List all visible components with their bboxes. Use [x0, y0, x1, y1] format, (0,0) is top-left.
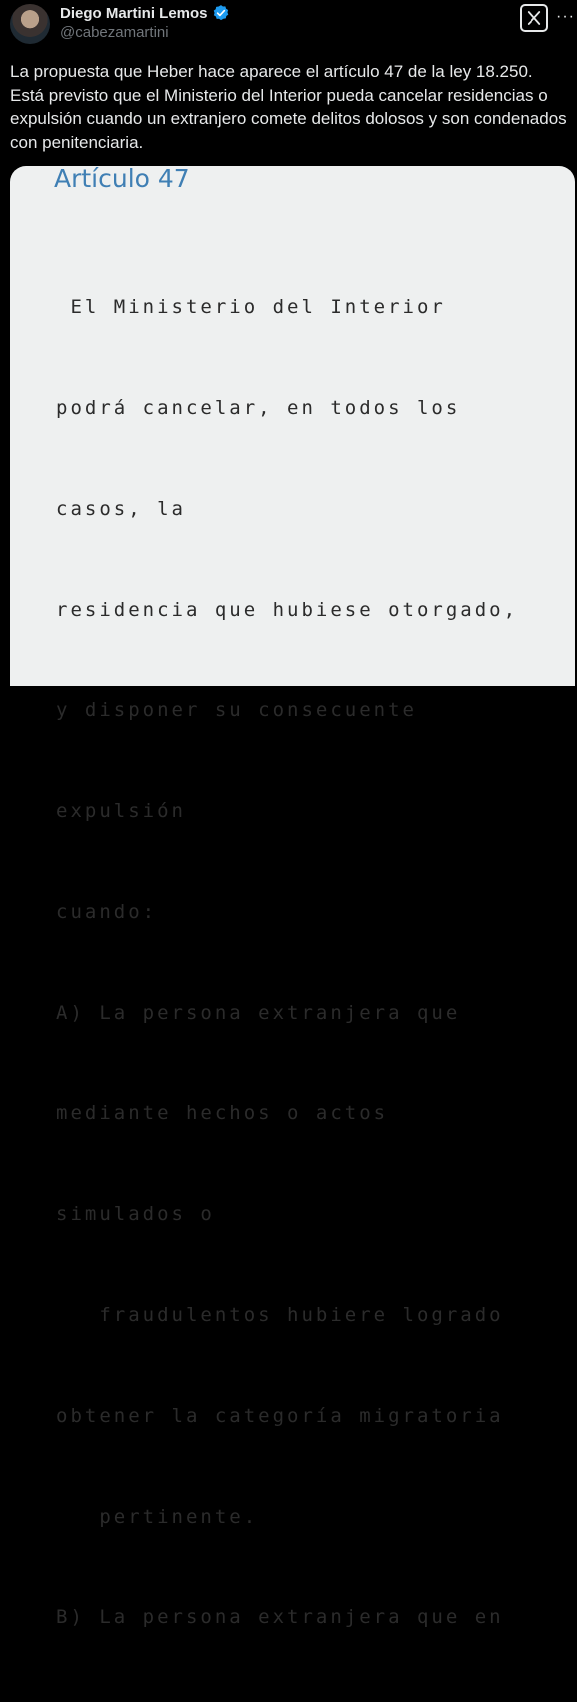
article-line: El Ministerio del Interior	[56, 296, 446, 319]
avatar[interactable]	[10, 4, 50, 44]
verified-badge-icon[interactable]	[212, 4, 230, 22]
document-scan	[10, 164, 575, 1629]
article-line: expulsión	[56, 800, 186, 823]
article-body	[56, 224, 518, 1702]
article-line: pertinente.	[56, 1505, 259, 1528]
author-handle[interactable]: @cabezamartini	[60, 24, 169, 41]
tweet-header	[10, 0, 577, 50]
article-line: cuando:	[56, 900, 158, 923]
article-line: B) La persona extranjera que en	[56, 1606, 504, 1629]
article-line: simulados o	[56, 1203, 215, 1226]
author-name-row	[60, 4, 230, 22]
article-line: fraudulentos hubiere logrado	[56, 1304, 504, 1326]
article-line: podrá cancelar, en todos los	[56, 396, 461, 419]
author-name[interactable]: Diego Martini Lemos	[60, 4, 208, 22]
article-line: casos, la	[56, 497, 186, 520]
article-line: obtener la categoría migratoria	[56, 1404, 504, 1427]
more-options-icon[interactable]: ···	[556, 8, 575, 25]
article-title: Artículo 47	[54, 164, 190, 193]
article-line: y disponer su consecuente	[56, 699, 417, 722]
grok-icon[interactable]	[520, 4, 548, 32]
tweet-image[interactable]	[10, 164, 576, 1629]
article-line: mediante hechos o actos	[56, 1102, 389, 1125]
tweet-text: La propuesta que Heber hace aparece el artículo 47 de la ley 18.250. Está previsto que el Ministerio del Interior pueda cancelar residencias o expulsión cuando un extranjero comete delitos dolosos y son condenados con penitenciaria.	[10, 62, 567, 152]
article-line: residencia que hubiese otorgado,	[56, 598, 519, 621]
article-line: A) La persona extranjera que	[56, 1001, 461, 1024]
